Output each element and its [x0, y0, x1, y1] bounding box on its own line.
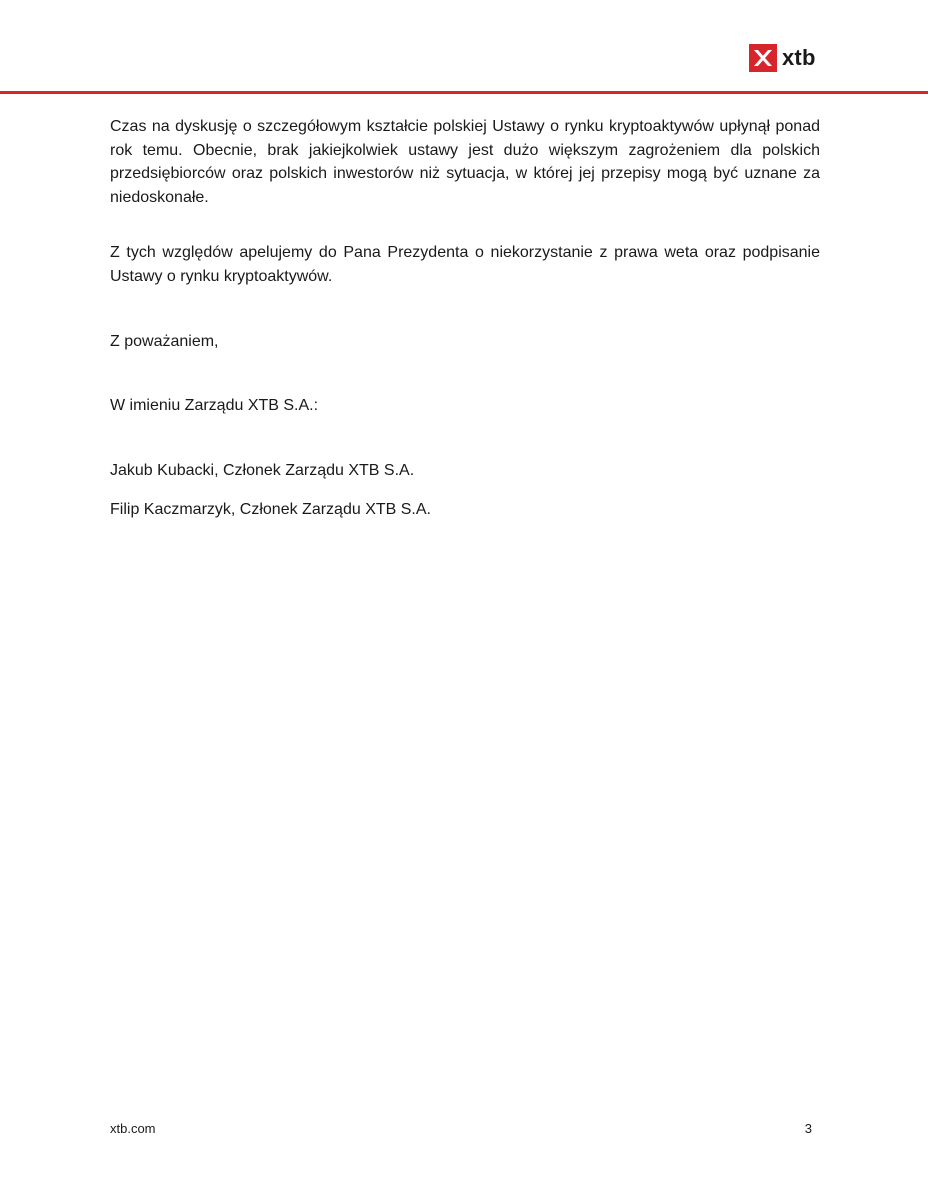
- xtb-logo: [749, 44, 816, 72]
- header-red-rule: [0, 91, 928, 94]
- signatory-1: Jakub Kubacki, Członek Zarządu XTB S.A.: [110, 462, 415, 479]
- paragraph-2: Z tych względów apelujemy do Pana Prezydenta o niekorzystanie z prawa weta oraz podpisanie Ustawy o rynku kryptoaktywów.: [110, 244, 820, 285]
- xtb-x-mark-icon: [749, 44, 777, 72]
- letter-body: [110, 115, 820, 521]
- paragraph-1: Czas na dyskusję o szczegółowym kształcie polskiej Ustawy o rynku kryptoaktywów upłynął ponad rok temu. Obecnie, brak jakiejkolwiek ustawy jest dużo większym zagrożeniem dla polskich przedsiębiorców oraz polskich inwestorów niż sytuacja, w której jej przepisy mogą być uznane za niedoskonałe.: [110, 118, 820, 206]
- on-behalf-line: W imieniu Zarządu XTB S.A.:: [110, 396, 319, 414]
- logo-wordmark: xtb: [782, 45, 816, 70]
- footer-website: xtb.com: [110, 1121, 156, 1136]
- page-number: 3: [804, 1121, 812, 1136]
- closing-greeting: Z poważaniem,: [110, 333, 219, 350]
- page-header: [0, 0, 928, 95]
- signatory-2: Filip Kaczmarzyk, Członek Zarządu XTB S.A.: [110, 500, 431, 518]
